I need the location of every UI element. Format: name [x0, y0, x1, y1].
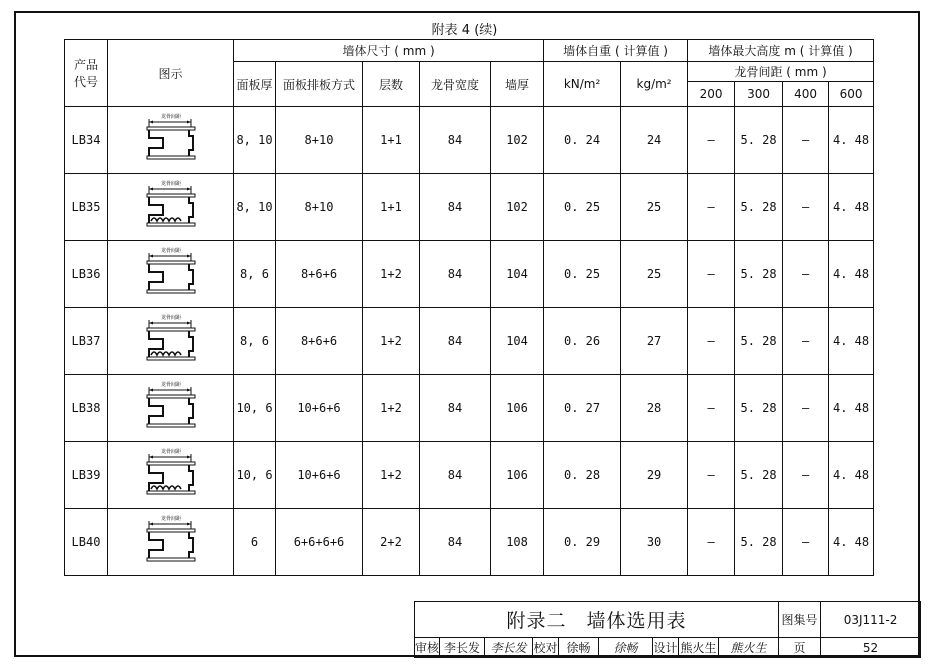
design-label: 设计: [653, 638, 679, 658]
header-panel-thickness: 面板厚: [234, 62, 276, 107]
max-height-300: 5. 28: [735, 241, 783, 308]
diagram-cell: [108, 509, 234, 576]
layer-count: 2+2: [363, 509, 420, 576]
wall-thickness: 102: [491, 107, 544, 174]
max-height-600: 4. 48: [829, 442, 874, 509]
designer-signature: 熊火生: [719, 638, 779, 658]
self-weight-kn: 0. 27: [544, 375, 621, 442]
self-weight-kg: 25: [621, 174, 688, 241]
stud-width: 84: [420, 241, 491, 308]
max-height-200: –: [688, 174, 735, 241]
page-number: 52: [821, 638, 921, 658]
self-weight-kg: 30: [621, 509, 688, 576]
diagram-cell: [108, 442, 234, 509]
max-height-200: –: [688, 308, 735, 375]
table-row: [65, 241, 874, 308]
product-code: LB37: [65, 308, 108, 375]
stud-width: 84: [420, 509, 491, 576]
stud-width: 84: [420, 375, 491, 442]
product-code: LB34: [65, 107, 108, 174]
stud-width: 84: [420, 442, 491, 509]
panel-thickness: 8, 10: [234, 174, 276, 241]
diagram-cell: [108, 174, 234, 241]
header-max-height: 墙体最大高度 m ( 计算值 ): [688, 40, 874, 62]
table-row: [65, 308, 874, 375]
drawing-title: 附录二 墙体选用表: [415, 602, 779, 638]
max-height-300: 5. 28: [735, 375, 783, 442]
header-spacing-200: 200: [688, 82, 735, 107]
self-weight-kn: 0. 25: [544, 174, 621, 241]
header-spacing-300: 300: [735, 82, 783, 107]
max-height-400: –: [783, 241, 829, 308]
max-height-300: 5. 28: [735, 308, 783, 375]
product-code: LB35: [65, 174, 108, 241]
stud-spacing-label: 龙骨间距: [160, 114, 181, 120]
self-weight-kn: 0. 24: [544, 107, 621, 174]
wall-section-diagram: [131, 380, 211, 436]
max-height-200: –: [688, 107, 735, 174]
max-height-300: 5. 28: [735, 174, 783, 241]
max-height-400: –: [783, 442, 829, 509]
layer-count: 1+2: [363, 308, 420, 375]
stud-width: 84: [420, 174, 491, 241]
panel-arrangement: 8+6+6: [276, 308, 363, 375]
panel-arrangement: 6+6+6+6: [276, 509, 363, 576]
layer-count: 1+2: [363, 241, 420, 308]
diagram-cell: [108, 308, 234, 375]
layer-count: 1+2: [363, 375, 420, 442]
self-weight-kn: 0. 26: [544, 308, 621, 375]
max-height-200: –: [688, 442, 735, 509]
self-weight-kg: 29: [621, 442, 688, 509]
wall-section-diagram: [131, 179, 211, 235]
title-block: [414, 601, 921, 658]
header-spacing-400: 400: [783, 82, 829, 107]
panel-thickness: 10, 6: [234, 442, 276, 509]
wall-thickness: 104: [491, 241, 544, 308]
check-label: 校对: [533, 638, 559, 658]
stud-width: 84: [420, 107, 491, 174]
self-weight-kg: 25: [621, 241, 688, 308]
header-wall-size: 墙体尺寸 ( mm ): [234, 40, 544, 62]
max-height-400: –: [783, 509, 829, 576]
max-height-300: 5. 28: [735, 107, 783, 174]
max-height-600: 4. 48: [829, 308, 874, 375]
table-row: [65, 375, 874, 442]
panel-arrangement: 10+6+6: [276, 375, 363, 442]
max-height-300: 5. 28: [735, 442, 783, 509]
diagram-cell: [108, 241, 234, 308]
table-row: [65, 442, 874, 509]
self-weight-kn: 0. 25: [544, 241, 621, 308]
wall-thickness: 106: [491, 375, 544, 442]
header-self-weight: 墙体自重 ( 计算值 ): [544, 40, 688, 62]
header-product-code: 产品 代号: [65, 40, 108, 107]
panel-arrangement: 8+10: [276, 174, 363, 241]
table-row: [65, 107, 874, 174]
header-unit-kg: kg/m²: [621, 62, 688, 107]
wall-thickness: 106: [491, 442, 544, 509]
wall-section-diagram: [131, 514, 211, 570]
product-code: LB40: [65, 509, 108, 576]
layer-count: 1+2: [363, 442, 420, 509]
max-height-600: 4. 48: [829, 107, 874, 174]
wall-thickness: 108: [491, 509, 544, 576]
stud-spacing-label: 龙骨间距: [160, 181, 181, 187]
wall-section-diagram: [131, 246, 211, 302]
layer-count: 1+1: [363, 107, 420, 174]
checker-name: 徐畅: [559, 638, 599, 658]
atlas-label: 图集号: [779, 602, 821, 638]
header-stud-spacing: 龙骨间距 ( mm ): [688, 62, 874, 82]
panel-arrangement: 8+6+6: [276, 241, 363, 308]
reviewer-name: 李长发: [440, 638, 485, 658]
panel-thickness: 8, 10: [234, 107, 276, 174]
panel-thickness: 8, 6: [234, 308, 276, 375]
diagram-cell: [108, 107, 234, 174]
header-layers: 层数: [363, 62, 420, 107]
max-height-200: –: [688, 375, 735, 442]
self-weight-kg: 24: [621, 107, 688, 174]
table-row: [65, 509, 874, 576]
stud-spacing-label: 龙骨间距: [160, 449, 181, 455]
max-height-400: –: [783, 375, 829, 442]
designer-name: 熊火生: [679, 638, 719, 658]
wall-section-diagram: [131, 112, 211, 168]
layer-count: 1+1: [363, 174, 420, 241]
panel-thickness: 10, 6: [234, 375, 276, 442]
panel-thickness: 8, 6: [234, 241, 276, 308]
page-label: 页: [779, 638, 821, 658]
header-spacing-600: 600: [829, 82, 874, 107]
header-diagram: 图示: [108, 40, 234, 107]
max-height-200: –: [688, 509, 735, 576]
panel-arrangement: 8+10: [276, 107, 363, 174]
wall-section-diagram: [131, 313, 211, 369]
self-weight-kn: 0. 28: [544, 442, 621, 509]
panel-thickness: 6: [234, 509, 276, 576]
max-height-200: –: [688, 241, 735, 308]
review-label: 审核: [415, 638, 440, 658]
max-height-400: –: [783, 308, 829, 375]
atlas-number: 03J111-2: [821, 602, 921, 638]
stud-spacing-label: 龙骨间距: [160, 382, 181, 388]
self-weight-kg: 27: [621, 308, 688, 375]
stud-spacing-label: 龙骨间距: [160, 248, 181, 254]
wall-thickness: 102: [491, 174, 544, 241]
self-weight-kg: 28: [621, 375, 688, 442]
self-weight-kn: 0. 29: [544, 509, 621, 576]
wall-section-diagram: [131, 447, 211, 503]
max-height-600: 4. 48: [829, 375, 874, 442]
wall-selection-table: [64, 39, 874, 576]
checker-signature: 徐畅: [599, 638, 653, 658]
reviewer-signature: 李长发: [485, 638, 533, 658]
product-code: LB38: [65, 375, 108, 442]
max-height-600: 4. 48: [829, 241, 874, 308]
max-height-300: 5. 28: [735, 509, 783, 576]
header-wall-thickness: 墙厚: [491, 62, 544, 107]
max-height-600: 4. 48: [829, 174, 874, 241]
header-stud-width: 龙骨宽度: [420, 62, 491, 107]
stud-spacing-label: 龙骨间距: [160, 516, 181, 522]
header-unit-kn: kN/m²: [544, 62, 621, 107]
table-row: [65, 174, 874, 241]
max-height-600: 4. 48: [829, 509, 874, 576]
max-height-400: –: [783, 107, 829, 174]
header-panel-arrangement: 面板排板方式: [276, 62, 363, 107]
wall-thickness: 104: [491, 308, 544, 375]
panel-arrangement: 10+6+6: [276, 442, 363, 509]
diagram-cell: [108, 375, 234, 442]
max-height-400: –: [783, 174, 829, 241]
stud-width: 84: [420, 308, 491, 375]
product-code: LB36: [65, 241, 108, 308]
product-code: LB39: [65, 442, 108, 509]
stud-spacing-label: 龙骨间距: [160, 315, 181, 321]
table-caption: 附表 4 (续): [431, 23, 498, 38]
